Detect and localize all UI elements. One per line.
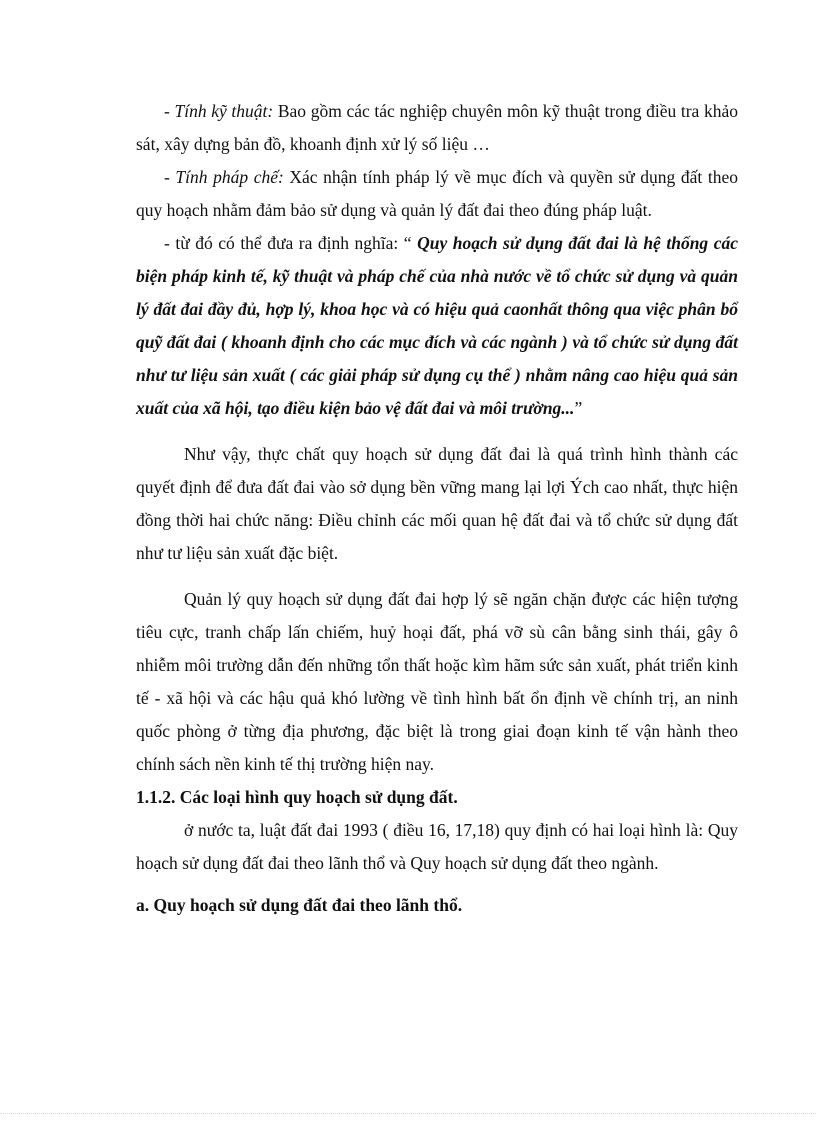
paragraph-prefix: -: [164, 101, 175, 121]
term-label: Tính kỹ thuật:: [174, 101, 274, 121]
paragraph-text: Bao gồm các tác nghiệp chuyên môn kỹ thuật trong điều tra khảo sát, xây dựng bản đồ, khoanh định xử lý số liệu …: [136, 101, 738, 154]
paragraph-prefix: - từ đó có thể đưa ra định nghĩa: “: [164, 233, 418, 253]
definition-text: Quy hoạch sử dụng đất đai là hệ thống các biện pháp kinh tế, kỹ thuật và pháp chế của nhà nước về tổ chức sử dụng và quản lý đất đai đầy đủ, hợp lý, khoa học và có hiệu quả caonhất thông qua việc phân bổ quỹ đất đai ( khoanh định cho các mục đích và các ngành ) và tổ chức sử dụng đất như tư liệu sản xuất ( các giải pháp sử dụng cụ thể ) nhằm nâng cao hiệu quả sản xuất của xã hội, tạo điều kiện bảo vệ đất đai và môi trường...: [136, 233, 738, 418]
closing-quote: ”: [574, 398, 583, 418]
subsection-heading: a. Quy hoạch sử dụng đất đai theo lãnh thổ.: [136, 895, 463, 915]
paragraph-types: ở nước ta, luật đất đai 1993 ( điều 16, 17,18) quy định có hai loại hình là: Quy hoạch sử dụng đất đai theo lãnh thổ và Quy hoạch sử dụng đất theo ngành.: [136, 820, 738, 873]
paragraph-management: Quản lý quy hoạch sử dụng đất đai hợp lý sẽ ngăn chặn được các hiện tượng tiêu cực, tranh chấp lấn chiếm, huỷ hoại đất, phá vỡ sù cân bằng sinh thái, gây ô nhiễm môi trường dẫn đến những tổn thất hoặc kìm hãm sức sản xuất, phát triển kinh tế - xã hội và các hậu quả khó lường về tình hình bất ổn định về chính trị, an ninh quốc phòng ở từng địa phương, đặc biệt là trong giai đoạn kinh tế vận hành theo chính sách nền kinh tế thị trường hiện nay.: [136, 589, 738, 774]
paragraph-essence: Như vậy, thực chất quy hoạch sử dụng đất đai là quá trình hình thành các quyết định để đưa đất đai vào sở dụng bền vững mang lại lợi Ých cao nhất, thực hiện đồng thời hai chức năng: Điều chỉnh các mối quan hệ đất đai và tổ chức sử dụng đất như tư liệu sản xuất đặc biệt.: [136, 444, 738, 563]
paragraph-text: Xác nhận tính pháp lý về mục đích và quyền sử dụng đất theo quy hoạch nhằm đảm bảo sử dụng và quản lý đất đai theo đúng pháp luật.: [136, 167, 738, 220]
page-bottom-rule: [0, 1113, 816, 1114]
paragraph-definition: [136, 227, 738, 425]
term-label: Tính pháp chế:: [175, 167, 284, 187]
document-page: [136, 95, 738, 922]
paragraph-legal: [136, 161, 738, 227]
paragraph-prefix: -: [164, 167, 176, 187]
section-heading: 1.1.2. Các loại hình quy hoạch sử dụng đất.: [136, 787, 458, 807]
paragraph-technical: [136, 95, 738, 161]
